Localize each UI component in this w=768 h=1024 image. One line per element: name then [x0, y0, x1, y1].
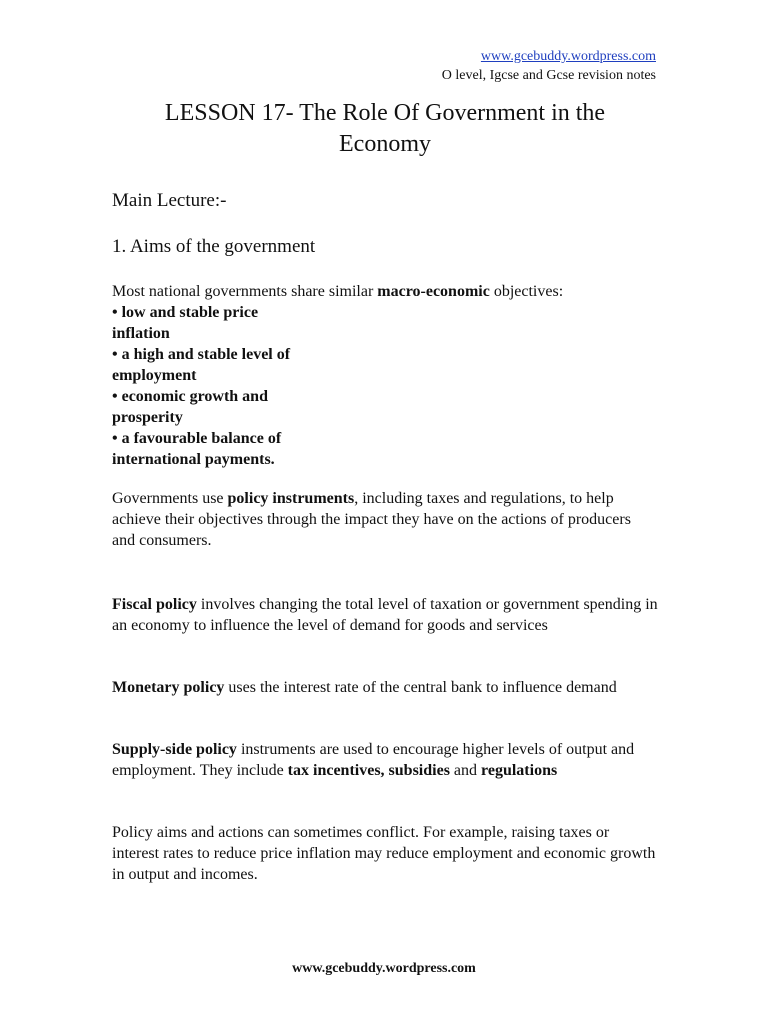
aim-item — [112, 428, 342, 470]
lesson-title-line1: LESSON 17- The Role Of Government in the — [164, 100, 606, 126]
lesson-title-line2: Economy — [339, 131, 431, 157]
intro-text-before: Most national governments share similar — [112, 283, 378, 300]
header-website-link[interactable]: www.gcebuddy.wordpress.com — [480, 49, 656, 64]
page-footer: www.gcebuddy.wordpress.com — [292, 961, 476, 976]
aim-item-line1: • a high and stable level of — [112, 346, 291, 363]
aim-item-line2: international payments. — [112, 451, 275, 468]
section-heading-aims: 1. Aims of the government — [112, 236, 316, 257]
intro-text-after: objectives: — [489, 283, 564, 300]
fiscal-text: involves changing the total level of taxation or government spending in an economy to influence the level of demand for goods and services — [112, 596, 658, 634]
aim-item-line1: • low and stable price — [112, 304, 259, 321]
instruments-text-before: Governments use — [112, 490, 228, 507]
aim-item-line1: • economic growth and — [112, 388, 268, 405]
supply-side-policy-paragraph — [112, 739, 658, 781]
page-header — [442, 47, 656, 85]
aims-list — [112, 302, 342, 470]
aim-item — [112, 302, 342, 344]
intro-bold-term: macro-economic — [377, 283, 490, 300]
supply-bold-instruments: tax incentives, subsidies — [287, 762, 450, 779]
main-lecture-heading: Main Lecture:- — [112, 190, 227, 211]
supply-text-mid1: instruments are used to encourage higher levels of output and employment. They include — [112, 741, 635, 779]
monetary-policy-paragraph — [112, 677, 658, 698]
fiscal-policy-paragraph — [112, 594, 658, 636]
aim-item-line2: prosperity — [112, 409, 183, 426]
instruments-text-after: , including taxes and regulations, to help achieve their objectives through the impact they have on the actions of producers and consumers. — [112, 490, 631, 549]
intro-paragraph — [112, 281, 658, 302]
aim-item-line2: inflation — [112, 325, 170, 342]
instruments-bold-term: policy instruments — [227, 490, 355, 507]
supply-bold-regulations: regulations — [481, 762, 558, 779]
monetary-text: uses the interest rate of the central bank to influence demand — [224, 679, 617, 696]
monetary-bold-term: Monetary policy — [112, 679, 225, 696]
policy-conflict-paragraph: Policy aims and actions can sometimes conflict. For example, raising taxes or interest rates to reduce price inflation may reduce employment and economic growth in output and incomes. — [112, 824, 656, 883]
supply-text-mid2: and — [449, 762, 482, 779]
fiscal-bold-term: Fiscal policy — [112, 596, 197, 613]
aim-item — [112, 344, 342, 386]
supply-bold-term: Supply-side policy — [112, 741, 237, 758]
policy-instruments-paragraph — [112, 488, 658, 551]
lesson-title — [112, 98, 658, 160]
aim-item — [112, 386, 342, 428]
aim-item-line2: employment — [112, 367, 197, 384]
header-subtitle: O level, Igcse and Gcse revision notes — [441, 68, 656, 83]
aim-item-line1: • a favourable balance of — [112, 430, 282, 447]
